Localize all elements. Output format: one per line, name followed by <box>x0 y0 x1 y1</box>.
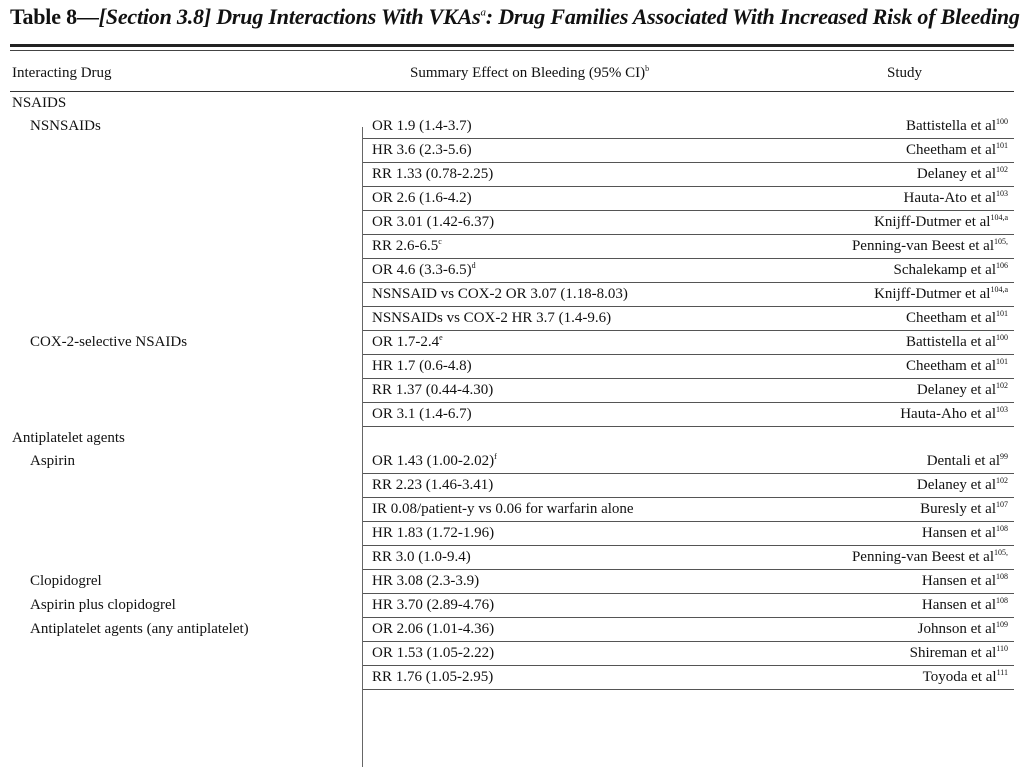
drug-cell: Antiplatelet agents (any antiplatelet) <box>30 621 249 637</box>
effect-cell <box>362 666 782 690</box>
drug-cell <box>10 139 362 163</box>
study-ref: 101 <box>996 309 1008 318</box>
table-row <box>10 163 1014 187</box>
study-cell <box>782 474 1014 498</box>
drug-cell <box>10 259 362 283</box>
drug-cell <box>10 355 362 379</box>
table-row <box>10 331 1014 355</box>
effect-footnote: c <box>438 237 442 246</box>
study-ref: 104,a <box>990 213 1008 222</box>
study-ref: 101 <box>996 141 1008 150</box>
header-row <box>10 55 1014 92</box>
effect-text: HR 3.70 (2.89-4.76) <box>372 597 495 613</box>
effect-footnote: d <box>471 261 476 270</box>
effect-footnote: e <box>439 333 443 342</box>
study-ref: 109 <box>996 620 1008 629</box>
effect-text: RR 2.23 (1.46-3.41) <box>372 477 494 493</box>
study-cell <box>782 498 1014 522</box>
table-row <box>10 450 1014 474</box>
study-cell <box>782 379 1014 403</box>
effect-text: IR 0.08/patient-y vs 0.06 for warfarin alone <box>372 501 634 517</box>
effect-cell <box>362 450 782 474</box>
effect-text: OR 1.43 (1.00-2.02) <box>372 453 495 469</box>
drug-cell <box>10 522 362 546</box>
table-row <box>10 259 1014 283</box>
effect-cell <box>362 283 782 307</box>
effect-cell <box>362 259 782 283</box>
table-title <box>10 4 1020 44</box>
table-row <box>10 187 1014 211</box>
effect-text: OR 2.06 (1.01-4.36) <box>372 621 495 637</box>
drug-cell: NSNSAIDs <box>30 118 101 135</box>
study-name: Cheetham et al <box>906 358 996 374</box>
table-row <box>10 522 1014 546</box>
effect-text: OR 1.53 (1.05-2.22) <box>372 645 495 661</box>
header-interacting-drug: Interacting Drug <box>10 55 362 92</box>
effect-cell <box>362 355 782 379</box>
effect-cell <box>362 594 782 618</box>
drug-cell <box>10 211 362 235</box>
table-row <box>10 642 1014 666</box>
study-ref: 108 <box>996 572 1008 581</box>
effect-text: HR 3.6 (2.3-5.6) <box>372 142 472 158</box>
study-name: Delaney et al <box>916 166 996 182</box>
table-row <box>10 498 1014 522</box>
study-ref: 107 <box>996 500 1008 509</box>
effect-text: RR 2.6-6.5 <box>372 238 439 254</box>
effect-cell <box>362 570 782 594</box>
effect-cell <box>362 522 782 546</box>
study-name: Schalekamp et al <box>893 262 996 278</box>
effect-text: NSNSAIDs vs COX-2 HR 3.7 (1.4-9.6) <box>372 310 612 326</box>
study-cell <box>782 259 1014 283</box>
table-row <box>10 666 1014 690</box>
drug-cell: Clopidogrel <box>30 573 102 589</box>
study-ref: 108 <box>996 524 1008 533</box>
effect-text: OR 2.6 (1.6-4.2) <box>372 190 472 206</box>
header-summary-effect-text: Summary Effect on Bleeding (95% CI) <box>410 65 646 81</box>
column-divider <box>362 127 363 767</box>
effect-text: RR 1.33 (0.78-2.25) <box>372 166 494 182</box>
study-name: Cheetham et al <box>906 310 996 326</box>
section-label: Antiplatelet agents <box>12 430 125 446</box>
study-ref: 99 <box>1000 452 1008 461</box>
drug-cell <box>10 307 362 331</box>
study-cell <box>782 570 1014 594</box>
drug-cell <box>10 666 362 690</box>
study-cell <box>782 450 1014 474</box>
effect-text: OR 3.1 (1.4-6.7) <box>372 406 472 422</box>
study-name: Delaney et al <box>916 382 996 398</box>
table-row <box>10 307 1014 331</box>
effect-text: RR 1.37 (0.44-4.30) <box>372 382 494 398</box>
study-name: Hansen et al <box>921 597 996 613</box>
effect-text: NSNSAID vs COX-2 OR 3.07 (1.18-8.03) <box>372 286 628 302</box>
study-cell <box>782 211 1014 235</box>
table-row <box>10 474 1014 498</box>
section-row <box>10 92 1014 116</box>
study-cell <box>782 546 1014 570</box>
drug-cell <box>10 379 362 403</box>
effect-cell <box>362 403 782 427</box>
effect-footnote: f <box>494 452 497 461</box>
study-name: Shireman et al <box>909 645 997 661</box>
study-name: Penning-van Beest et al <box>851 549 994 565</box>
effect-cell <box>362 642 782 666</box>
drug-cell <box>10 642 362 666</box>
table-row <box>10 283 1014 307</box>
study-name: Dentali et al <box>926 453 1000 469</box>
study-cell <box>782 163 1014 187</box>
title-rule-thin <box>10 50 1014 51</box>
study-cell <box>782 307 1014 331</box>
effect-cell <box>362 235 782 259</box>
study-name: Hansen et al <box>921 573 996 589</box>
effect-cell <box>362 211 782 235</box>
drug-cell: COX-2-selective NSAIDs <box>30 334 188 350</box>
section-row <box>10 427 1014 451</box>
study-name: Toyoda et al <box>922 669 997 685</box>
study-ref: 106 <box>996 261 1008 270</box>
study-name: Delaney et al <box>916 477 996 493</box>
title-lead: Table 8— <box>10 4 99 29</box>
study-ref: 102 <box>996 165 1008 174</box>
header-summary-effect-sup: b <box>645 64 650 73</box>
effect-text: HR 3.08 (2.3-3.9) <box>372 573 480 589</box>
study-cell <box>782 642 1014 666</box>
title-main-sup: a <box>480 6 486 19</box>
study-name: Knijff-Dutmer et al <box>874 286 991 302</box>
table-row <box>10 355 1014 379</box>
title-main: [Section 3.8] Drug Interactions With VKAs <box>98 4 481 29</box>
table-row <box>10 546 1014 570</box>
study-name: Hauta-Aho et al <box>900 406 996 422</box>
table-body <box>10 92 1014 690</box>
drug-cell <box>10 403 362 427</box>
effect-cell <box>362 498 782 522</box>
drug-cell <box>10 163 362 187</box>
effect-cell <box>362 163 782 187</box>
study-cell <box>782 666 1014 690</box>
table-row <box>10 379 1014 403</box>
effect-text: RR 3.0 (1.0-9.4) <box>372 549 471 565</box>
study-name: Penning-van Beest et al <box>851 238 994 254</box>
study-name: Knijff-Dutmer et al <box>874 214 991 230</box>
effect-cell <box>362 139 782 163</box>
section-label: NSAIDS <box>12 95 67 111</box>
effect-cell <box>362 618 782 642</box>
study-ref: 103 <box>996 405 1008 414</box>
effect-text: HR 1.7 (0.6-4.8) <box>372 358 472 374</box>
study-name: Hansen et al <box>921 525 996 541</box>
study-name: Johnson et al <box>917 621 996 637</box>
effect-text: OR 1.9 (1.4-3.7) <box>372 118 472 134</box>
study-name: Cheetham et al <box>906 142 996 158</box>
effect-text: OR 4.6 (3.3-6.5) <box>372 262 472 278</box>
effect-cell <box>362 474 782 498</box>
study-cell <box>782 618 1014 642</box>
effect-cell <box>362 115 782 139</box>
study-ref: 104,a <box>990 285 1008 294</box>
table-row <box>10 594 1014 618</box>
table-row <box>10 570 1014 594</box>
effect-text: OR 1.7-2.4 <box>372 334 440 350</box>
effect-cell <box>362 187 782 211</box>
effect-text: RR 1.76 (1.05-2.95) <box>372 669 494 685</box>
drug-cell <box>10 474 362 498</box>
study-cell <box>782 235 1014 259</box>
study-name: Hauta-Ato et al <box>903 190 996 206</box>
table-row <box>10 235 1014 259</box>
study-ref: 101 <box>996 357 1008 366</box>
drug-cell: Aspirin <box>30 453 75 470</box>
study-cell <box>782 283 1014 307</box>
effect-text: OR 3.01 (1.42-6.37) <box>372 214 495 230</box>
effect-cell <box>362 379 782 403</box>
study-name: Buresly et al <box>920 501 996 517</box>
study-ref: 100 <box>996 333 1008 342</box>
study-ref: 103 <box>996 189 1008 198</box>
study-ref: 102 <box>996 381 1008 390</box>
study-cell <box>782 522 1014 546</box>
header-summary-effect <box>362 55 782 92</box>
header-study: Study <box>782 55 1014 92</box>
study-name: Battistella et al <box>906 118 996 134</box>
study-cell <box>782 187 1014 211</box>
table-row <box>10 211 1014 235</box>
study-ref: 111 <box>996 668 1008 677</box>
study-ref: 110 <box>996 644 1008 653</box>
effect-text: HR 1.83 (1.72-1.96) <box>372 525 495 541</box>
table-row <box>10 403 1014 427</box>
study-cell <box>782 355 1014 379</box>
study-name: Battistella et al <box>906 334 996 350</box>
study-ref: 105, <box>994 237 1008 246</box>
study-ref: 105, <box>994 548 1008 557</box>
study-ref: 100 <box>996 117 1008 126</box>
title-rest: : Drug Families Associated With Increased Risk of Bleeding <box>485 4 1020 29</box>
drug-cell <box>10 235 362 259</box>
effect-cell <box>362 331 782 355</box>
effect-cell <box>362 307 782 331</box>
table-row <box>10 115 1014 139</box>
drug-interactions-table <box>10 55 1014 690</box>
study-cell <box>782 403 1014 427</box>
table-row <box>10 618 1014 642</box>
drug-cell <box>10 283 362 307</box>
effect-cell <box>362 546 782 570</box>
study-ref: 102 <box>996 476 1008 485</box>
drug-cell <box>10 498 362 522</box>
table-row <box>10 139 1014 163</box>
study-cell <box>782 115 1014 139</box>
study-cell <box>782 331 1014 355</box>
study-cell <box>782 139 1014 163</box>
study-cell <box>782 594 1014 618</box>
drug-cell <box>10 546 362 570</box>
drug-cell <box>10 187 362 211</box>
study-ref: 108 <box>996 596 1008 605</box>
title-rule-thick <box>10 44 1014 47</box>
drug-cell: Aspirin plus clopidogrel <box>30 597 176 613</box>
